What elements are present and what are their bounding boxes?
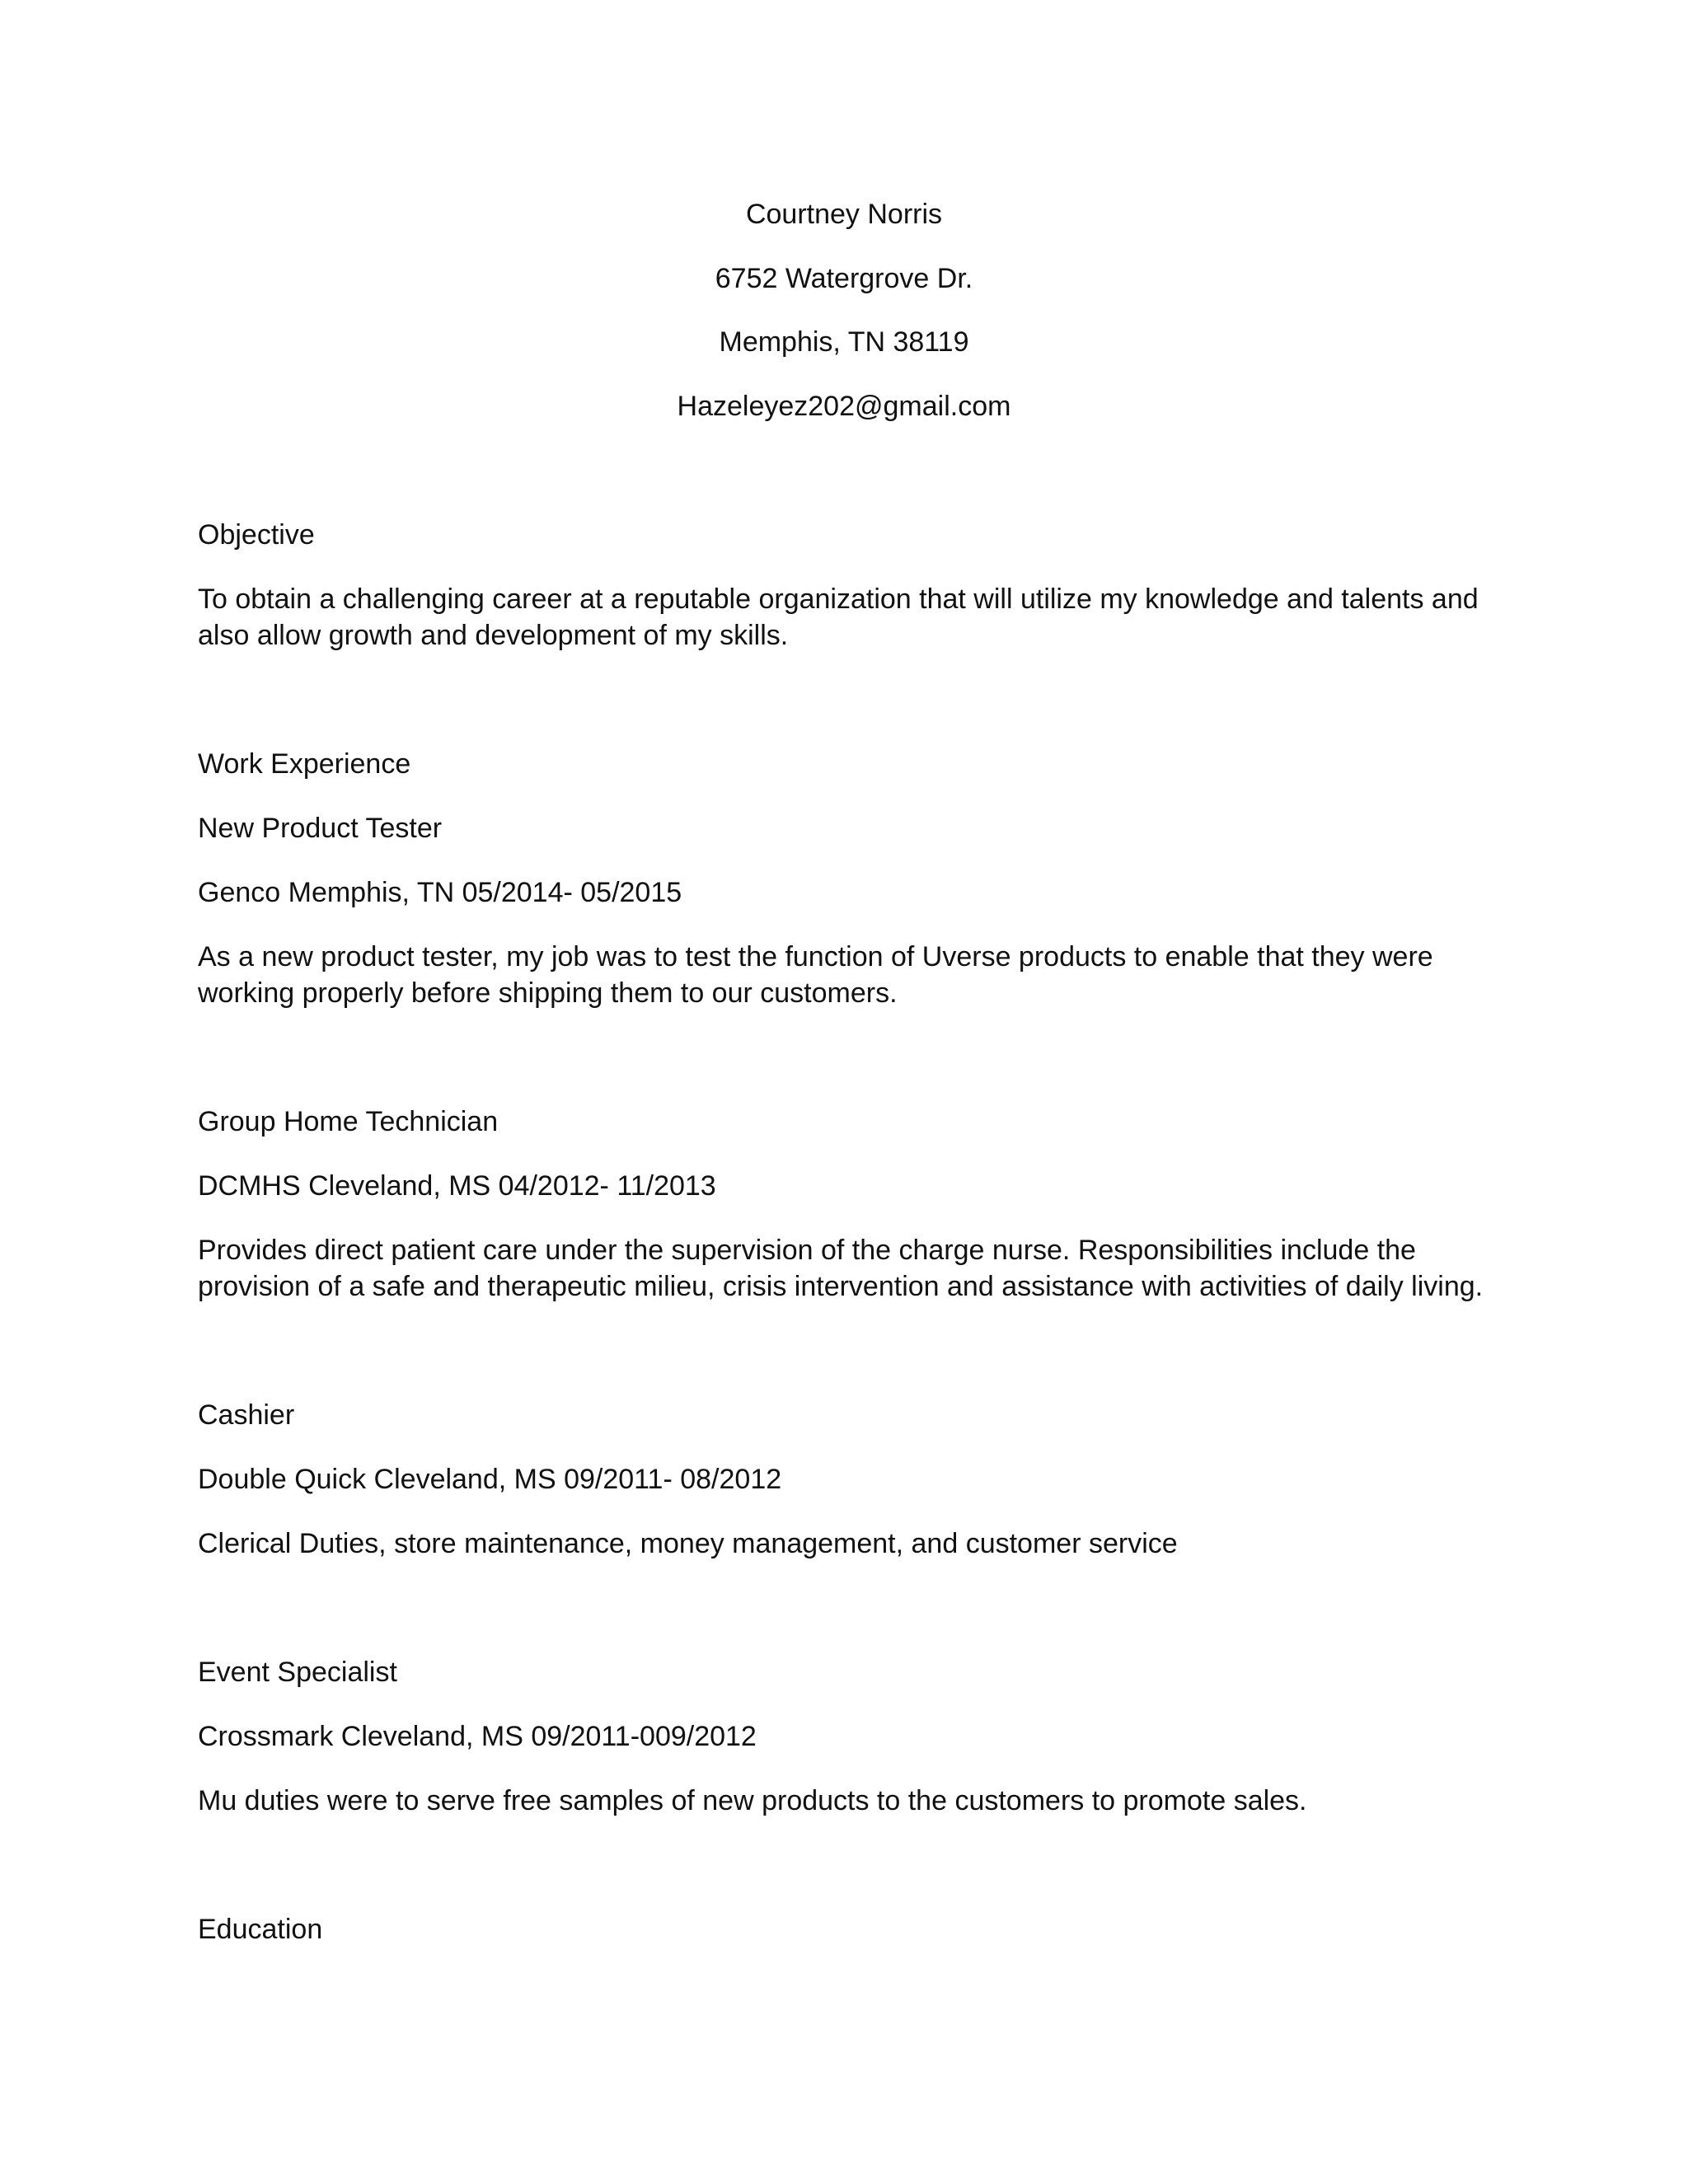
work-experience-heading: Work Experience <box>198 748 411 780</box>
city-state-zip: Memphis, TN 38119 <box>719 326 969 358</box>
job-description-line-1: Clerical Duties, store maintenance, money management, and customer service <box>198 1528 1178 1559</box>
job-description-line-2: provision of a safe and therapeutic milieu, crisis intervention and assistance with activities of daily living. <box>198 1271 1484 1302</box>
objective-heading: Objective <box>198 519 315 551</box>
job-title: Group Home Technician <box>198 1106 499 1137</box>
job-description-line-2: working properly before shipping them to our customers. <box>198 977 898 1009</box>
job-title: Event Specialist <box>198 1657 397 1688</box>
job-company: Double Quick Cleveland, MS 09/2011- 08/2012 <box>198 1464 782 1495</box>
education-heading: Education <box>198 1914 323 1945</box>
job-company: Genco Memphis, TN 05/2014- 05/2015 <box>198 877 682 908</box>
email-address: Hazeleyez202@gmail.com <box>677 391 1011 422</box>
job-description-line-1: Mu duties were to serve free samples of new products to the customers to promote sales. <box>198 1785 1307 1816</box>
job-company: Crossmark Cleveland, MS 09/2011-009/2012 <box>198 1721 757 1752</box>
objective-text-line-1: To obtain a challenging career at a reputable organization that will utilize my knowledge and talents and <box>198 583 1479 615</box>
street-address: 6752 Watergrove Dr. <box>715 263 973 294</box>
job-description-line-1: Provides direct patient care under the supervision of the charge nurse. Responsibilities include the <box>198 1235 1416 1266</box>
objective-text-line-2: also allow growth and development of my skills. <box>198 620 789 651</box>
job-title: Cashier <box>198 1399 295 1431</box>
job-company: DCMHS Cleveland, MS 04/2012- 11/2013 <box>198 1170 716 1202</box>
job-description-line-1: As a new product tester, my job was to test the function of Uverse products to enable that they were <box>198 941 1433 972</box>
applicant-name: Courtney Norris <box>745 199 943 230</box>
job-title: New Product Tester <box>198 813 443 844</box>
